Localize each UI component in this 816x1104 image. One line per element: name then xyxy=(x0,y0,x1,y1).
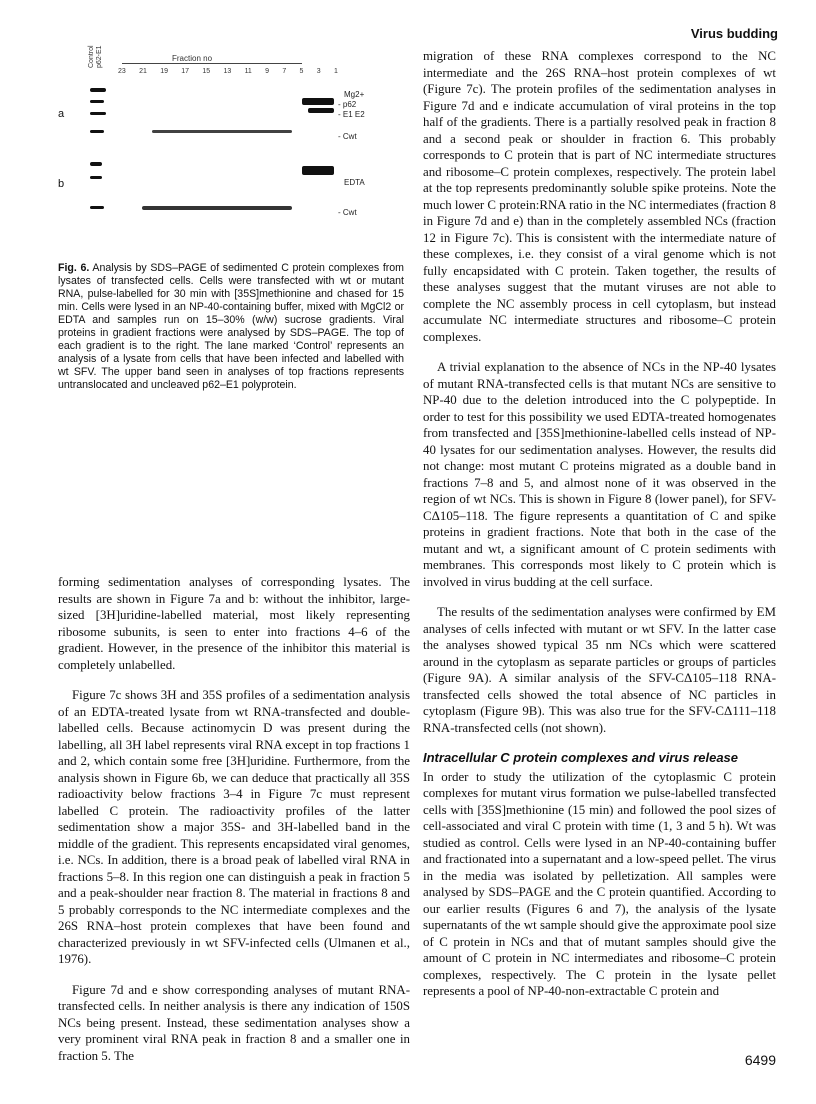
figure-6-gels xyxy=(52,45,402,260)
gel-band xyxy=(90,206,104,209)
panel-a-marker: - E1 E2 xyxy=(338,110,365,119)
fraction-number: 19 xyxy=(160,68,168,75)
fraction-number: 7 xyxy=(282,68,287,75)
fraction-number: 15 xyxy=(202,68,211,75)
fraction-number: 17 xyxy=(181,68,190,75)
panel-b-marker: - Cwt xyxy=(338,208,357,217)
fraction-number: 5 xyxy=(299,68,304,75)
paragraph: The results of the sedimentation analyses were confirmed by EM analyses of cells infected with mutant or wt SFV. In the latter case the analyses showed typical 35 nm NCs which were scattered around in the cytoplasm as separate particles or groups of particles (Figure 9A). A similar analysis of the SFV-CΔ105–118 RNA-transfected cells showed the total absence of NC particles in cytoplasm (Figure 9B). This was also true for the SFV-CΔ111–118 RNA-transfected cells (not shown). xyxy=(423,605,776,735)
gel-band xyxy=(90,162,102,166)
gel-band xyxy=(90,88,106,92)
paragraph: forming sedimentation analyses of corresponding lysates. The results are shown in Figure 7a and b: without the inhibitor, large-sized [3H]uridine-labelled material, most likely representing ribosome subunits, is seen to enter into fractions 4–6 of the gradient. However, in the presence of the inhibitor this material is completely unlabelled. xyxy=(58,575,410,672)
caption-label: Fig. 6. xyxy=(58,262,90,274)
gel-band xyxy=(90,112,106,115)
fraction-number: 21 xyxy=(139,68,147,75)
panel-a-marker: - p62 xyxy=(338,100,357,109)
panel-c xyxy=(52,232,402,260)
panel-a-marker: - Cwt xyxy=(338,132,357,141)
lane-p62e1-label: p62-E1 xyxy=(96,45,103,68)
caption-text: Analysis by SDS–PAGE of sedimented C protein complexes from lysates of transfected cells. Cells were transfected with wt or mutant RNA, pulse-labelled for 30 min with [35S]methionine and chased for 15 min. Cells were lysed in an NP-40-containing buffer, mixed with MgCl2 or EDTA and samples run on 15–30% (w/w) sucrose gradients. Viral proteins in gradient fractions were analysed by SDS–PAGE. The top of each gradient is to the right. The lane marked ‘Control’ represents an analysis of a lysate from cells that have been infected and labelled with wt SFV. The upper band seen in analyses of top fractions represents untranslocated and uncleaved p62–E1 polyprotein. xyxy=(58,262,405,391)
fraction-number: 1 xyxy=(333,68,338,75)
panel-b-label: b xyxy=(58,178,65,190)
paragraph: Figure 7d and e show corresponding analyses of mutant RNA-transfected cells. In neither analysis is there any indication of 150S NCs being present. Instead, these sedimentation analyses show a very prominent viral RNA peak in fraction 8 and a smaller one in fraction 5. The xyxy=(58,982,410,1063)
fraction-number: 3 xyxy=(316,68,321,75)
gel-band xyxy=(90,176,102,179)
fraction-axis-line xyxy=(122,63,302,64)
fraction-number: 9 xyxy=(265,68,270,75)
running-title: Virus budding xyxy=(690,26,778,41)
right-column xyxy=(423,48,776,1014)
panel-a-condition: Mg2+ xyxy=(344,90,365,99)
fraction-label: Fraction no xyxy=(172,54,213,63)
fraction-numbers xyxy=(118,68,338,75)
left-column xyxy=(58,574,410,1078)
gel-band xyxy=(90,100,104,103)
gel-band xyxy=(308,108,334,113)
gel-band xyxy=(302,98,334,105)
panel-a-label: a xyxy=(58,108,65,120)
paragraph: A trivial explanation to the absence of NCs in the NP-40 lysates of mutant RNA-transfected cells is that mutant NCs are sensitive to NP-40 due to the deletion introduced into the C polypeptide. In order to test for this possibility we used EDTA-treated homogenates from transfected and [35S]methionine-labelled cells instead of NP-40 lysates for our sedimentation analyses. However, the results did not change: most mutant C proteins migrated as a double band in fractions 7–8 and 5, and almost none of it was observed in the region of wt NCs. This is shown in Figure 8 (lower panel), for SFV-CΔ105–118. The figure represents a quantitation of C and spike proteins in gradient fractions. Note that both in the case of the mutant and wt, a significant amount of C protein sediments with membranes. This corresponds most likely to C protein which is involved in virus budding at the cell surface. xyxy=(423,360,776,589)
fraction-number: 23 xyxy=(118,68,126,75)
fraction-number: 13 xyxy=(223,68,232,75)
gel-band xyxy=(142,206,292,210)
gel-band xyxy=(152,130,292,133)
gel-band xyxy=(302,166,334,175)
paragraph: migration of these RNA complexes correspond to the NC intermediate and the 26S RNA–host protein complexes of wt (Figure 7c). The protein profiles of the sedimentation analyses in Figure 7d and e indicate accumulation of viral proteins in the top half of the gradients. There is a partially resolved peak in fraction 8 and a second peak or shoulder in fraction 6. This probably corresponds to C protein that is part of NC intermediate structures and ribosome–C protein complexes, respectively. The protein label at the top represents predominantly soluble spike proteins. Note the much lower C protein:RNA ratio in the NC intermediates (fraction 8 in Figure 7d and e) than in the completely assembled NCs (fraction 12 in Figure 7c). This is consistent with the intermediate nature of these complexes, i.e. they consist of a viral genome which is not fully encapsidated with C protein. Taken together, the results of these analyses suggest that the mutant viruses are not able to complete the NC assembly process in cell cytoplasm, but instead accumulate NC intermediate structures and ribosome–C protein complexes. xyxy=(423,49,776,344)
gel-band xyxy=(90,130,104,133)
lane-control-label: Control xyxy=(88,45,95,68)
paragraph: Figure 7c shows 3H and 35S profiles of a sedimentation analysis of an EDTA-treated lysate from wt RNA-transfected and double-labelled cells. Because actinomycin D was present during the labelling, all 3H label represents viral RNA except in top fractions 1 and 2, which contain some free [3H]uridine. Furthermore, from the analysis shown in Figure 6b, we can deduce that practically all 35S radioactivity below fractions 3–4 in Figure 7c must represent labelled C protein. The radioactivity profiles of the latter sedimentation show a major 35S- and 3H-labelled band in the middle of the gradient. This represents encapsidated viral genomes, i.e. NCs. In addition, there is a broad peak of labelled viral RNA in fractions 5–8. In this region one can distinguish a peak in fraction 5 and a peak-shoulder near fraction 8. The material in fractions 8 and 5 probably corresponds to the NC intermediate complexes and the 26S RNA–host protein complexes that have been found and characterized previously in wt SFV-infected cells (Ulmanen et al., 1976). xyxy=(58,688,410,966)
page-number: 6499 xyxy=(744,1052,776,1068)
fraction-number: 11 xyxy=(244,68,252,75)
panel-b-condition: EDTA xyxy=(344,178,365,187)
paragraph: In order to study the utilization of the cytoplasmic C protein complexes for mutant virus formation we pulse-labelled transfected cells with [35S]methionine (15 min) and followed the pool sizes of cell-associated and viral C protein with time (1, 3 and 5 h). Wt was studied as control. Cells were lysed in an NP-40-containing buffer and fractionated into a supernatant and a low-speed pellet. The virus in the media was isolated by pelletization. All samples were analysed by SDS–PAGE and the C protein quantified. According to our earlier results (Figures 6 and 7), the analysis of the lysate supernatants of the wt sample should give the approximate pool size of C protein in NCs and that of mutant samples should give the amount of C protein in NC intermediates and ribosome–C protein complexes, respectively. The C protein in the lysate pellet represents a pool of NP-40-non-extractable C protein and xyxy=(423,769,776,998)
figure-caption xyxy=(58,262,404,392)
section-heading: Intracellular C protein complexes and virus release xyxy=(423,750,739,765)
